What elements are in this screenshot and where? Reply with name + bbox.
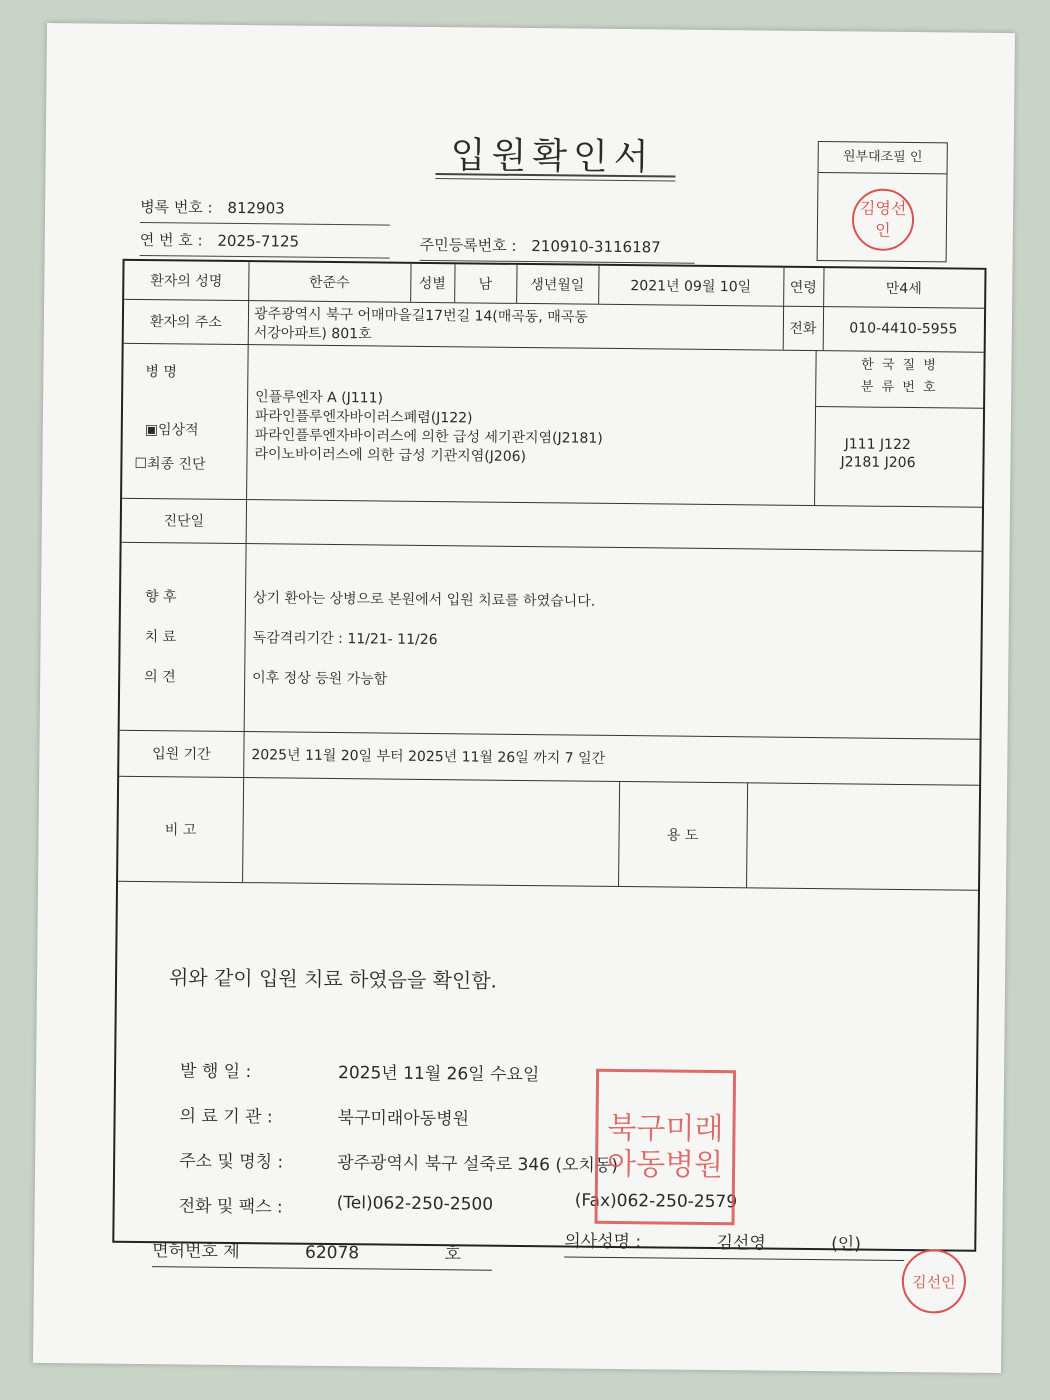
phone-label: 전화 — [783, 306, 824, 350]
seal-mark: (인) — [831, 1234, 862, 1255]
admission-period-cell — [243, 731, 979, 785]
patient-age: 만4세 — [885, 280, 922, 298]
disease-codes-1: J111 J122 — [844, 436, 911, 454]
record-number — [140, 196, 285, 219]
address-name-label: 주소 및 명칭 : — [179, 1151, 284, 1173]
admission-period-value: 2025년 11월 20일 부터 2025년 11월 26일 까지 7 일간 — [251, 747, 606, 767]
diagnosis-line-1: 인플루엔자 A (J111) — [255, 389, 384, 407]
age-label: 연령 — [783, 268, 824, 306]
original-verification-box — [817, 141, 948, 262]
verification-label: 원부대조필 인 — [819, 142, 947, 174]
remarks-value — [242, 777, 620, 886]
serial-number-label: 연 번 호 : — [139, 230, 203, 250]
tel-number: (Tel)062-250-2500 — [336, 1193, 494, 1215]
patient-dob: 2021년 09월 10일 — [598, 266, 784, 306]
remarks-row — [118, 776, 979, 891]
diagnosis-label-cell — [122, 343, 249, 499]
license-number: 62078 — [304, 1242, 360, 1264]
license-label: 면허번호 제 — [152, 1241, 240, 1263]
disease-code-header — [815, 350, 984, 409]
doctor-line — [564, 1226, 861, 1254]
final-diagnosis-checkbox: ☐최종 진단 — [134, 455, 206, 473]
resident-number — [420, 234, 661, 258]
sex-label: 성별 — [410, 264, 455, 302]
serial-number-value: 2025-7125 — [217, 231, 300, 251]
hospital-stamp: 북구미래아동병원 — [594, 1069, 736, 1225]
opinion-label-3: 의 견 — [144, 669, 176, 686]
patient-phone: 010-4410-5955 — [849, 320, 958, 338]
issue-date: 2025년 11월 26일 수요일 — [337, 1063, 540, 1086]
remarks-label: 비 고 — [118, 776, 244, 882]
diagnosis-line-2: 파라인플루엔자바이러스폐렴(J122) — [254, 408, 473, 427]
opinion-label-cell — [120, 542, 247, 731]
diagnosis-date-value — [246, 499, 982, 551]
patient-sex: 남 — [454, 264, 517, 303]
diagnosis-row — [122, 343, 984, 508]
admission-period-label: 입원 기간 — [119, 730, 244, 777]
address-cell — [248, 300, 784, 350]
license-line — [152, 1236, 461, 1264]
address-label: 환자의 주소 — [124, 299, 249, 344]
institution-name: 북구미래아동병원 — [337, 1108, 470, 1130]
license-suffix: 호 — [444, 1244, 462, 1265]
purpose-value — [746, 782, 979, 889]
doctor-label: 의사성명 : — [564, 1231, 642, 1253]
diagnosis-date-label: 진단일 — [122, 498, 247, 543]
opinion-label-1: 향 후 — [144, 589, 177, 606]
address-line-1: 광주광역시 북구 어매마을길17번길 14(매곡동, 매곡동 — [253, 306, 588, 326]
fax-number: (Fax)062-250-2579 — [574, 1190, 738, 1213]
address-line-2: 서강아파트) 801호 — [253, 325, 372, 343]
dob-label: 생년월일 — [516, 265, 599, 304]
record-number-label: 병록 번호 : — [140, 197, 213, 217]
purpose-label: 용 도 — [618, 781, 748, 887]
opinion-label-2: 치 료 — [144, 629, 177, 646]
issue-date-label: 발 행 일 : — [179, 1061, 252, 1083]
institution-address: 광주광역시 북구 설죽로 346 (오치동) — [337, 1153, 619, 1177]
disease-code-label-1: 한 국 질 병 — [861, 357, 938, 374]
opinion-line-2: 독감격리기간 : 11/21- 11/26 — [252, 630, 438, 649]
opinion-row — [120, 542, 982, 740]
patient-name: 한준수 — [248, 262, 411, 302]
disease-code-cell — [814, 350, 984, 507]
diagnosis-label: 병 명 — [145, 364, 177, 381]
certificate-paper — [33, 23, 1015, 1373]
opinion-content — [244, 543, 982, 739]
diagnosis-content — [246, 344, 817, 505]
opinion-line-1: 상기 환아는 상병으로 본원에서 입원 치료를 하였습니다. — [252, 590, 596, 610]
tel-fax-label: 전화 및 팩스 : — [178, 1196, 283, 1218]
diagnosis-line-3: 파라인플루엔자바이러스에 의한 급성 세기관지염(J2181) — [254, 427, 603, 447]
verification-seal: 김영선인 — [852, 188, 915, 251]
document-title: 입원확인서 — [450, 135, 655, 179]
diagnosis-line-4: 라이노바이러스에 의한 급성 기관지염(J206) — [254, 446, 527, 466]
record-number-value: 812903 — [227, 198, 285, 218]
institution-label: 의 료 기 관 : — [179, 1106, 273, 1128]
doctor-seal: 김선인 — [902, 1249, 967, 1314]
name-label: 환자의 성명 — [124, 261, 249, 300]
resident-number-value: 210910-3116187 — [531, 237, 661, 257]
doctor-name: 김선영 — [716, 1233, 766, 1254]
confirmation-statement: 위와 같이 입원 치료 하였음을 확인함. — [168, 965, 498, 993]
serial-number — [140, 229, 300, 252]
disease-codes-2: J2181 J206 — [840, 454, 916, 472]
opinion-line-3: 이후 정상 등원 가능함 — [252, 670, 388, 688]
resident-number-label: 주민등록번호 : — [419, 235, 517, 255]
disease-code-label-2: 분 류 번 호 — [860, 379, 938, 396]
clinical-checkbox: ▣임상적 — [144, 422, 199, 439]
